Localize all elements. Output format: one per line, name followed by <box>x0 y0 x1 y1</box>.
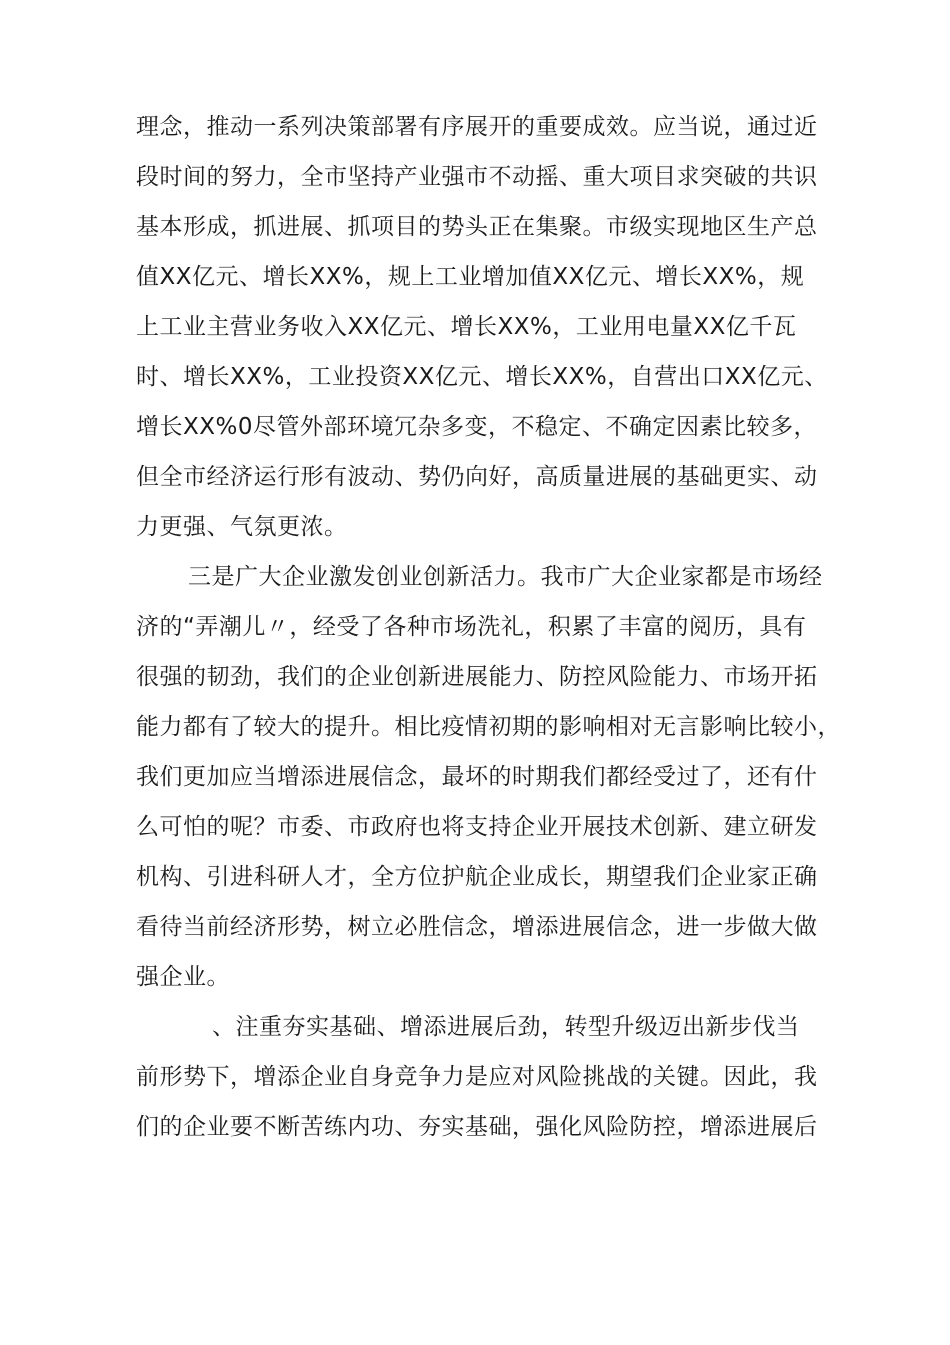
text-line: 段时间的努力，全市坚持产业强市不动摇、重大项目求突破的共识 <box>136 164 818 190</box>
text-line: 力更强、气氛更浓。 <box>136 514 348 540</box>
text-line: 基本形成，抓进展、抓项目的势头正在集聚。市级实现地区生产总 <box>136 214 818 240</box>
text-line: 时、增长XX%，工业投资XX亿元、增长XX%，自营出口XX亿元、 <box>136 364 828 390</box>
text-line: 理念，推动一系列决策部署有序展开的重要成效。应当说，通过近 <box>136 114 818 140</box>
paragraph-first-line: 三是广大企业激发创业创新活力。我市广大企业家都是市场经 <box>188 564 823 590</box>
text-line: 我们更加应当增添进展信念，最坏的时期我们都经受过了，还有什 <box>136 764 818 790</box>
text-line: 济的“弄潮儿〃，经受了各种市场洗礼，积累了丰富的阅历，具有 <box>136 614 807 640</box>
text-line: 但全市经济运行形有波动、势仍向好，高质量进展的基础更实、动 <box>136 464 818 490</box>
paragraph-first-line: 、注重夯实基础、增添进展后劲，转型升级迈出新步伐当 <box>212 1014 800 1040</box>
text-line: 上工业主营业务收入XX亿元、增长XX%，工业用电量XX亿千瓦 <box>136 314 797 340</box>
text-line: 么可怕的呢？市委、市政府也将支持企业开展技术创新、建立研发 <box>136 814 818 840</box>
text-line: 前形势下，增添企业自身竞争力是应对风险挑战的关键。因此，我 <box>136 1064 818 1090</box>
text-line: 机构、引进科研人才，全方位护航企业成长，期望我们企业家正确 <box>136 864 818 890</box>
text-line: 能力都有了较大的提升。相比疫情初期的影响相对无言影响比较小， <box>136 714 841 740</box>
text-line: 强企业。 <box>136 964 230 990</box>
text-line: 很强的韧劲，我们的企业创新进展能力、防控风险能力、市场开拓 <box>136 664 818 690</box>
text-line: 们的企业要不断苦练内功、夯实基础，强化风险防控，增添进展后 <box>136 1114 818 1140</box>
text-line: 看待当前经济形势，树立必胜信念，增添进展信念，进一步做大做 <box>136 914 818 940</box>
text-line: 增长XX%0尽管外部环境冗杂多变，不稳定、不确定因素比较多， <box>136 414 818 440</box>
text-line: 值XX亿元、增长XX%，规上工业增加值XX亿元、增长XX%，规 <box>136 264 805 290</box>
